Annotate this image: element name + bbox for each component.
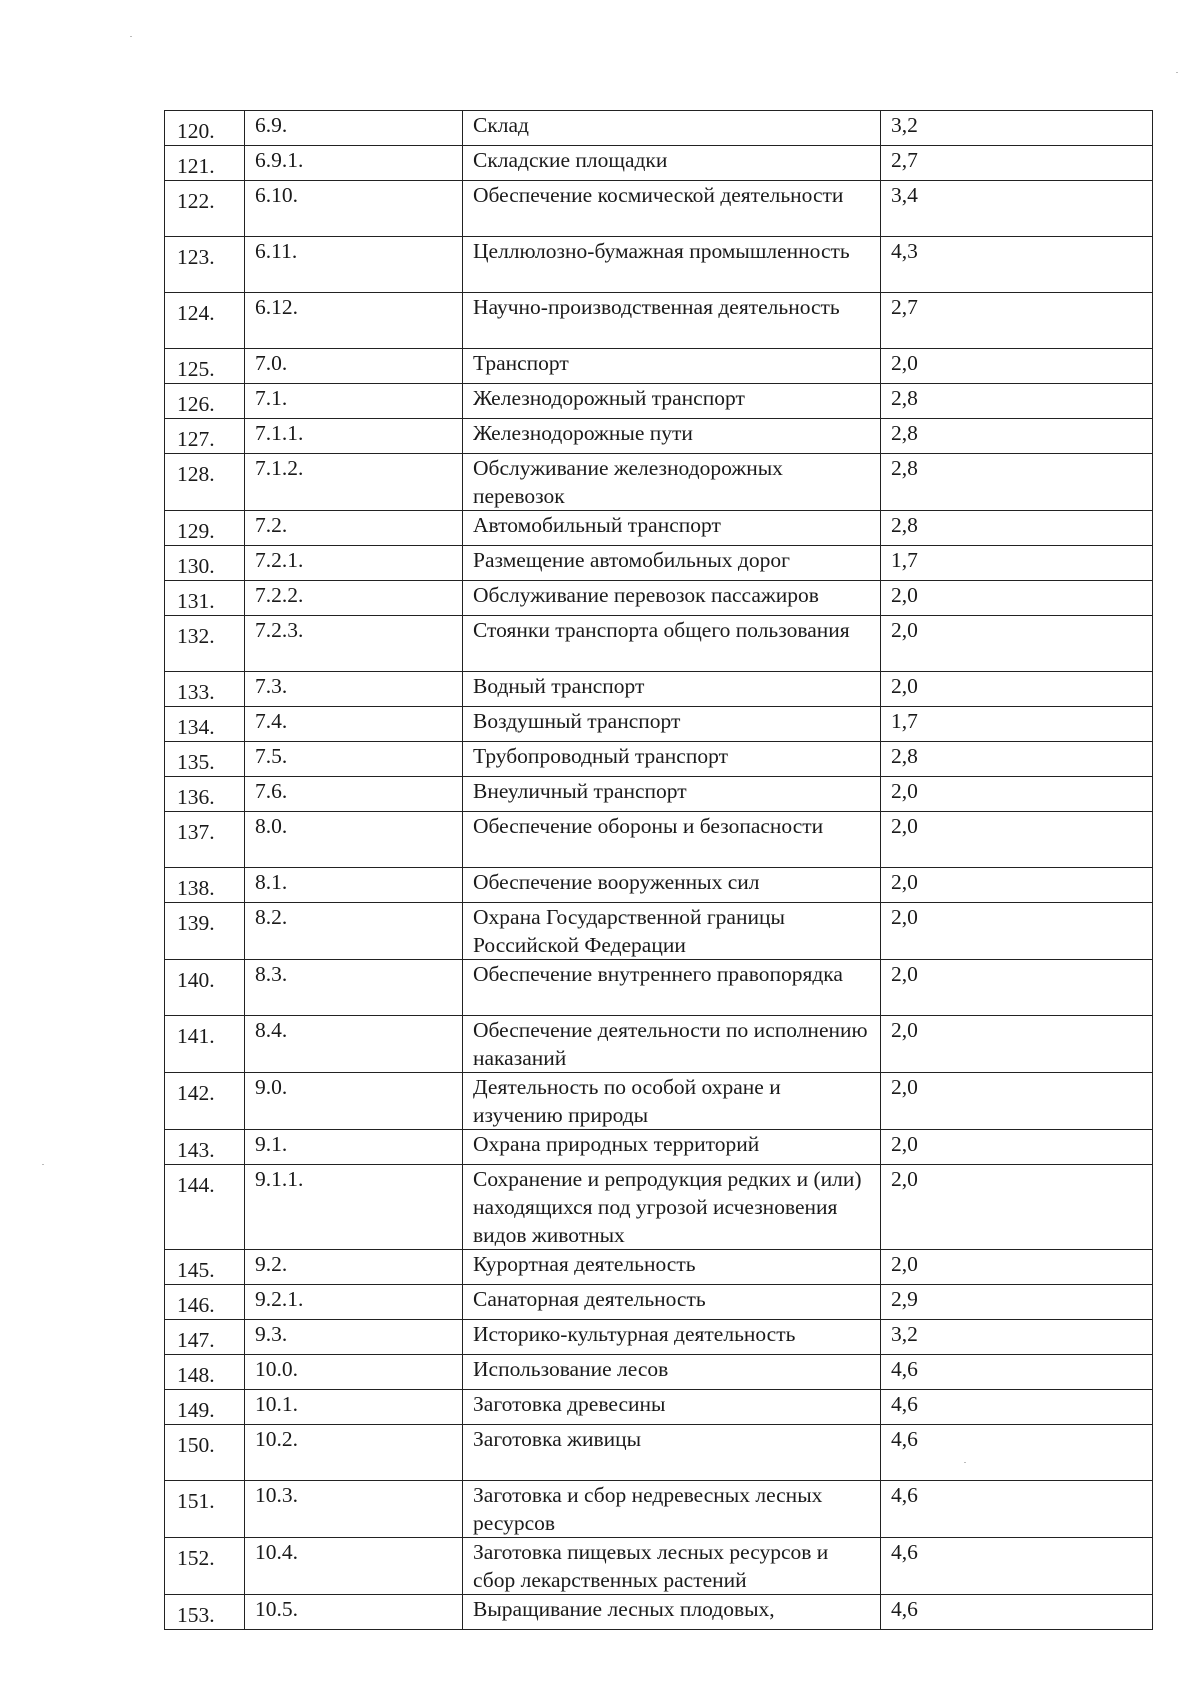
value-cell: 3,2 — [881, 1320, 1153, 1355]
name-cell: Железнодорожные пути — [463, 419, 881, 454]
code-cell: 6.10. — [245, 181, 463, 237]
table-row — [165, 1481, 1153, 1538]
table-row — [165, 1130, 1153, 1165]
code-cell: 7.6. — [245, 777, 463, 812]
name-cell: Заготовка древесины — [463, 1390, 881, 1425]
value-cell: 4,6 — [881, 1425, 1153, 1481]
code-cell: 7.3. — [245, 672, 463, 707]
value-cell: 2,7 — [881, 293, 1153, 349]
table-row — [165, 707, 1153, 742]
code-cell: 6.11. — [245, 237, 463, 293]
code-cell: 7.0. — [245, 349, 463, 384]
row-number-cell: 150. — [165, 1425, 245, 1481]
table-body — [165, 111, 1153, 1630]
row-number-cell: 127. — [165, 419, 245, 454]
table-row — [165, 812, 1153, 868]
value-cell: 2,0 — [881, 672, 1153, 707]
value-cell: 2,0 — [881, 903, 1153, 960]
code-cell: 8.4. — [245, 1016, 463, 1073]
code-cell: 10.2. — [245, 1425, 463, 1481]
value-cell: 4,6 — [881, 1481, 1153, 1538]
name-cell: Деятельность по особой охране и изучению природы — [463, 1073, 881, 1130]
code-cell: 7.4. — [245, 707, 463, 742]
code-cell: 6.9.1. — [245, 146, 463, 181]
code-cell: 9.2.1. — [245, 1285, 463, 1320]
row-number-cell: 143. — [165, 1130, 245, 1165]
table-row — [165, 511, 1153, 546]
row-number-cell: 123. — [165, 237, 245, 293]
code-cell: 10.1. — [245, 1390, 463, 1425]
table-row — [165, 111, 1153, 146]
row-number-cell: 142. — [165, 1073, 245, 1130]
code-cell: 9.3. — [245, 1320, 463, 1355]
row-number-cell: 124. — [165, 293, 245, 349]
row-number-cell: 128. — [165, 454, 245, 511]
table-row — [165, 293, 1153, 349]
table-row — [165, 546, 1153, 581]
value-cell: 1,7 — [881, 546, 1153, 581]
name-cell: Курортная деятельность — [463, 1250, 881, 1285]
name-cell: Внеуличный транспорт — [463, 777, 881, 812]
table-row — [165, 181, 1153, 237]
row-number-cell: 132. — [165, 616, 245, 672]
land-use-table — [164, 110, 1153, 1630]
value-cell: 2,8 — [881, 384, 1153, 419]
code-cell: 7.2.1. — [245, 546, 463, 581]
row-number-cell: 151. — [165, 1481, 245, 1538]
table-row — [165, 1073, 1153, 1130]
value-cell: 2,0 — [881, 777, 1153, 812]
name-cell: Водный транспорт — [463, 672, 881, 707]
code-cell: 10.0. — [245, 1355, 463, 1390]
value-cell: 2,8 — [881, 511, 1153, 546]
table-row — [165, 1250, 1153, 1285]
value-cell: 2,0 — [881, 1016, 1153, 1073]
row-number-cell: 121. — [165, 146, 245, 181]
row-number-cell: 120. — [165, 111, 245, 146]
row-number-cell: 138. — [165, 868, 245, 903]
row-number-cell: 149. — [165, 1390, 245, 1425]
value-cell: 2,9 — [881, 1285, 1153, 1320]
name-cell: Историко-культурная деятельность — [463, 1320, 881, 1355]
table-row — [165, 581, 1153, 616]
value-cell: 2,8 — [881, 419, 1153, 454]
code-cell: 8.2. — [245, 903, 463, 960]
table-row — [165, 454, 1153, 511]
row-number-cell: 145. — [165, 1250, 245, 1285]
row-number-cell: 122. — [165, 181, 245, 237]
name-cell: Научно-производственная деятельность — [463, 293, 881, 349]
scan-speck — [1176, 72, 1178, 73]
value-cell: 4,6 — [881, 1538, 1153, 1595]
name-cell: Использование лесов — [463, 1355, 881, 1390]
value-cell: 2,0 — [881, 1130, 1153, 1165]
value-cell: 4,6 — [881, 1355, 1153, 1390]
name-cell: Размещение автомобильных дорог — [463, 546, 881, 581]
row-number-cell: 144. — [165, 1165, 245, 1250]
row-number-cell: 130. — [165, 546, 245, 581]
value-cell: 4,6 — [881, 1390, 1153, 1425]
code-cell: 8.0. — [245, 812, 463, 868]
table-row — [165, 237, 1153, 293]
name-cell: Обслуживание железнодорожных перевозок — [463, 454, 881, 511]
table-row — [165, 146, 1153, 181]
value-cell: 4,6 — [881, 1595, 1153, 1630]
table-row — [165, 1016, 1153, 1073]
value-cell: 2,0 — [881, 581, 1153, 616]
table-row — [165, 1320, 1153, 1355]
name-cell: Обслуживание перевозок пассажиров — [463, 581, 881, 616]
code-cell: 10.4. — [245, 1538, 463, 1595]
code-cell: 10.5. — [245, 1595, 463, 1630]
code-cell: 7.1.2. — [245, 454, 463, 511]
table-row — [165, 1285, 1153, 1320]
code-cell: 9.1. — [245, 1130, 463, 1165]
name-cell: Заготовка и сбор недревесных лесных ресурсов — [463, 1481, 881, 1538]
table-row — [165, 419, 1153, 454]
row-number-cell: 129. — [165, 511, 245, 546]
row-number-cell: 136. — [165, 777, 245, 812]
value-cell: 2,0 — [881, 960, 1153, 1016]
table-row — [165, 1425, 1153, 1481]
value-cell: 2,0 — [881, 812, 1153, 868]
name-cell: Целлюлозно-бумажная промышленность — [463, 237, 881, 293]
name-cell: Охрана Государственной границы Российской Федерации — [463, 903, 881, 960]
value-cell: 2,0 — [881, 1250, 1153, 1285]
table-row — [165, 616, 1153, 672]
table-row — [165, 742, 1153, 777]
table-row — [165, 1355, 1153, 1390]
code-cell: 8.1. — [245, 868, 463, 903]
code-cell: 9.0. — [245, 1073, 463, 1130]
row-number-cell: 131. — [165, 581, 245, 616]
name-cell: Охрана природных территорий — [463, 1130, 881, 1165]
name-cell: Стоянки транспорта общего пользования — [463, 616, 881, 672]
name-cell: Обеспечение вооруженных сил — [463, 868, 881, 903]
name-cell: Обеспечение космической деятельности — [463, 181, 881, 237]
name-cell: Обеспечение деятельности по исполнению наказаний — [463, 1016, 881, 1073]
value-cell: 2,0 — [881, 1165, 1153, 1250]
value-cell: 2,8 — [881, 742, 1153, 777]
table-row — [165, 349, 1153, 384]
table-row — [165, 777, 1153, 812]
row-number-cell: 133. — [165, 672, 245, 707]
value-cell: 4,3 — [881, 237, 1153, 293]
value-cell: 1,7 — [881, 707, 1153, 742]
code-cell: 6.12. — [245, 293, 463, 349]
name-cell: Санаторная деятельность — [463, 1285, 881, 1320]
code-cell: 7.2.2. — [245, 581, 463, 616]
table-row — [165, 868, 1153, 903]
row-number-cell: 146. — [165, 1285, 245, 1320]
code-cell: 9.2. — [245, 1250, 463, 1285]
value-cell: 2,0 — [881, 1073, 1153, 1130]
row-number-cell: 153. — [165, 1595, 245, 1630]
value-cell: 2,8 — [881, 454, 1153, 511]
row-number-cell: 126. — [165, 384, 245, 419]
value-cell: 2,0 — [881, 349, 1153, 384]
code-cell: 7.1. — [245, 384, 463, 419]
name-cell: Обеспечение обороны и безопасности — [463, 812, 881, 868]
row-number-cell: 148. — [165, 1355, 245, 1390]
name-cell: Складские площадки — [463, 146, 881, 181]
scan-speck — [42, 1164, 44, 1165]
code-cell: 10.3. — [245, 1481, 463, 1538]
code-cell: 7.2. — [245, 511, 463, 546]
row-number-cell: 140. — [165, 960, 245, 1016]
name-cell: Воздушный транспорт — [463, 707, 881, 742]
row-number-cell: 137. — [165, 812, 245, 868]
name-cell: Сохранение и репродукция редких и (или) находящихся под угрозой исчезновения видов животных — [463, 1165, 881, 1250]
table-row — [165, 384, 1153, 419]
value-cell: 2,0 — [881, 616, 1153, 672]
table-row — [165, 1538, 1153, 1595]
row-number-cell: 135. — [165, 742, 245, 777]
name-cell: Транспорт — [463, 349, 881, 384]
table-row — [165, 672, 1153, 707]
row-number-cell: 125. — [165, 349, 245, 384]
code-cell: 7.1.1. — [245, 419, 463, 454]
value-cell: 2,0 — [881, 868, 1153, 903]
table-row — [165, 960, 1153, 1016]
row-number-cell: 139. — [165, 903, 245, 960]
name-cell: Склад — [463, 111, 881, 146]
row-number-cell: 141. — [165, 1016, 245, 1073]
table-row — [165, 1390, 1153, 1425]
value-cell: 2,7 — [881, 146, 1153, 181]
row-number-cell: 152. — [165, 1538, 245, 1595]
name-cell: Обеспечение внутреннего правопорядка — [463, 960, 881, 1016]
code-cell: 6.9. — [245, 111, 463, 146]
code-cell: 9.1.1. — [245, 1165, 463, 1250]
table-row — [165, 903, 1153, 960]
name-cell: Заготовка пищевых лесных ресурсов и сбор лекарственных растений — [463, 1538, 881, 1595]
row-number-cell: 134. — [165, 707, 245, 742]
name-cell: Железнодорожный транспорт — [463, 384, 881, 419]
scan-speck — [130, 36, 132, 37]
name-cell: Автомобильный транспорт — [463, 511, 881, 546]
name-cell: Выращивание лесных плодовых, — [463, 1595, 881, 1630]
name-cell: Заготовка живицы — [463, 1425, 881, 1481]
table-row — [165, 1595, 1153, 1630]
code-cell: 8.3. — [245, 960, 463, 1016]
code-cell: 7.2.3. — [245, 616, 463, 672]
table-row — [165, 1165, 1153, 1250]
value-cell: 3,4 — [881, 181, 1153, 237]
value-cell: 3,2 — [881, 111, 1153, 146]
row-number-cell: 147. — [165, 1320, 245, 1355]
code-cell: 7.5. — [245, 742, 463, 777]
name-cell: Трубопроводный транспорт — [463, 742, 881, 777]
